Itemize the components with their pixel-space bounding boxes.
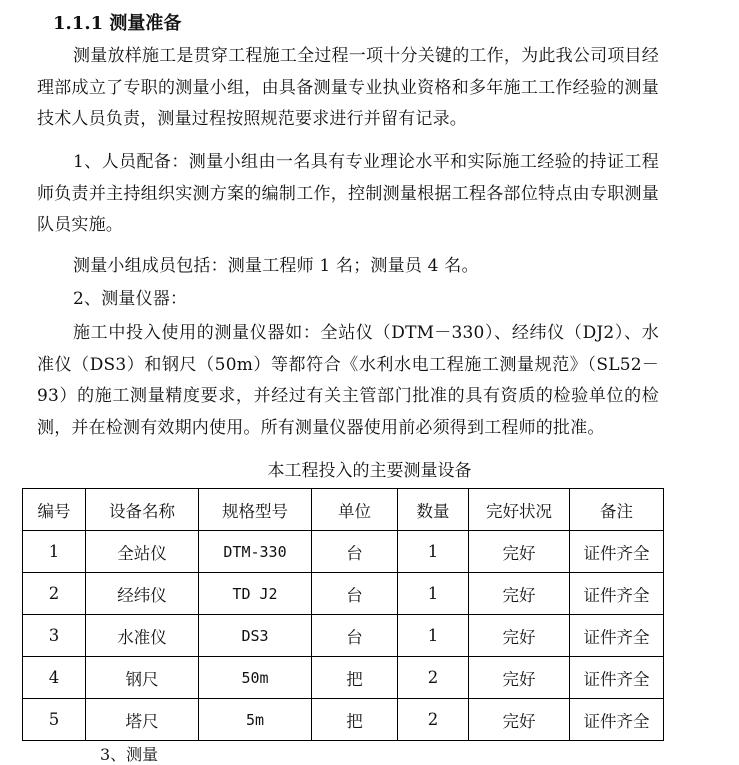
paragraph-intro: 测量放样施工是贯穿工程施工全过程一项十分关键的工作，为此我公司项目经理部成立了专职的测量小组，由具备测量专业执业资格和多年施工工作经验的测量技术人员负责，测量过程按照规范要求进行并留有记录。 <box>37 46 659 129</box>
cell-number: 2 <box>23 573 86 615</box>
table-row <box>23 615 664 657</box>
equipment-table <box>22 488 664 741</box>
cell-equipment-name: 水准仪 <box>86 615 199 657</box>
table-row <box>23 531 664 573</box>
cell-condition: 完好 <box>469 573 570 615</box>
cell-unit: 把 <box>312 657 398 699</box>
cell-remarks: 证件齐全 <box>570 615 664 657</box>
cell-equipment-name: 全站仪 <box>86 531 199 573</box>
cell-quantity: 1 <box>398 531 469 573</box>
header-cell: 完好状况 <box>469 489 570 531</box>
header-cell: 设备名称 <box>86 489 199 531</box>
section-heading: 1.1.1 测量准备 <box>53 13 182 34</box>
header-cell: 备注 <box>570 489 664 531</box>
paragraph-team-members: 测量小组成员包括：测量工程师 1 名；测量员 4 名。 <box>73 256 479 276</box>
header-cell: 编号 <box>23 489 86 531</box>
cell-model: DTM-330 <box>199 531 312 573</box>
cell-quantity: 2 <box>398 657 469 699</box>
cell-remarks: 证件齐全 <box>570 699 664 741</box>
header-cell: 规格型号 <box>199 489 312 531</box>
table-row <box>23 657 664 699</box>
header-cell: 单位 <box>312 489 398 531</box>
cell-unit: 台 <box>312 615 398 657</box>
cell-remarks: 证件齐全 <box>570 531 664 573</box>
cell-model: 50m <box>199 657 312 699</box>
cell-condition: 完好 <box>469 699 570 741</box>
cell-quantity: 1 <box>398 573 469 615</box>
table-caption: 本工程投入的主要测量设备 <box>267 461 472 481</box>
table-row <box>23 573 664 615</box>
next-section-partial-text: 3、测量 <box>100 745 159 764</box>
paragraph-staffing: 1、人员配备：测量小组由一名具有专业理论水平和实际施工经验的持证工程师负责并主持组织实测方案的编制工作，控制测量根据工程各部位特点由专职测量队员实施。 <box>37 152 659 235</box>
cell-number: 1 <box>23 531 86 573</box>
cell-equipment-name: 塔尺 <box>86 699 199 741</box>
cell-condition: 完好 <box>469 615 570 657</box>
cell-number: 5 <box>23 699 86 741</box>
table-row <box>23 699 664 741</box>
cell-condition: 完好 <box>469 657 570 699</box>
cell-number: 3 <box>23 615 86 657</box>
cell-model: 5m <box>199 699 312 741</box>
cell-model: DS3 <box>199 615 312 657</box>
cell-unit: 把 <box>312 699 398 741</box>
cell-model: TD J2 <box>199 573 312 615</box>
header-cell: 数量 <box>398 489 469 531</box>
table-header-row <box>23 489 664 531</box>
cell-quantity: 2 <box>398 699 469 741</box>
cell-remarks: 证件齐全 <box>570 573 664 615</box>
cell-remarks: 证件齐全 <box>570 657 664 699</box>
cell-equipment-name: 经纬仪 <box>86 573 199 615</box>
cell-unit: 台 <box>312 531 398 573</box>
cell-unit: 台 <box>312 573 398 615</box>
cell-quantity: 1 <box>398 615 469 657</box>
cell-equipment-name: 钢尺 <box>86 657 199 699</box>
cell-number: 4 <box>23 657 86 699</box>
paragraph-instruments-heading: 2、测量仪器： <box>73 289 188 309</box>
paragraph-instruments: 施工中投入使用的测量仪器如：全站仪（DTM－330）、经纬仪（DJ2）、水准仪（DS3）和钢尺（50m）等都符合《水利水电工程施工测量规范》（SL52－93）的施工测量精度要求，并经过有关主管部门批准的具有资质的检验单位的检测，并在检测有效期内使用。所有测量仪器使用前必须得到工程师的批准。 <box>37 323 659 438</box>
cell-condition: 完好 <box>469 531 570 573</box>
